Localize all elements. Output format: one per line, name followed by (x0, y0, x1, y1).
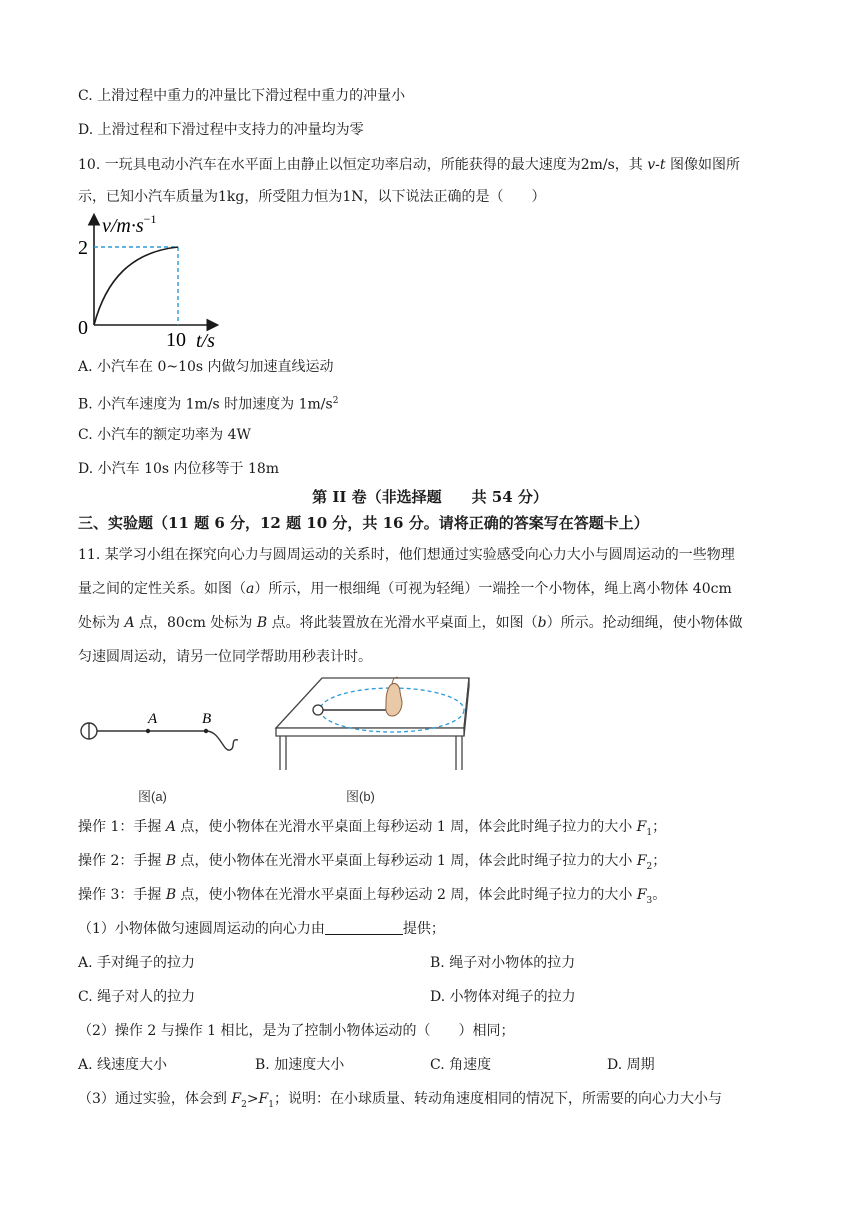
q10-option-c: C. 小汽车的额定功率为 4W (78, 427, 251, 443)
y-tick-label: 2 (78, 237, 88, 259)
q10-stem-line2: 示，已知小汽车质量为1kg，所受阻力恒为1N，以下说法正确的是（ ） (78, 189, 546, 205)
vt-curve (94, 247, 178, 325)
y-axis-label: $v/m\cdot s^{-1}$ (102, 212, 157, 237)
q11-stem-line1: 11. 某学习小组在探究向心力与圆周运动的关系时，他们想通过实验感受向心力大小与圆周运动的一些物理 (78, 547, 735, 563)
q11-stem-line2: 量之间的定性关系。如图（a）所示，用一根细绳（可视为轻绳）一端拴一个小物体，绳上离小物体 40cm (78, 581, 732, 597)
q10-option-b: B. 小汽车速度为 1m/s 时加速度为 $1m/s^2$ (78, 396, 339, 413)
q11-stem-line4: 匀速圆周运动，请另一位同学帮助用秒表计时。 (78, 649, 372, 665)
q11-subquestion-3: （3）通过实验，体会到 $F_2>F_1$；说明：在小球质量、转动角速度相同的情况下，所需要的向心力大小与 (78, 1091, 722, 1110)
q11-sub1-option-c: C. 绳子对人的拉力 (78, 989, 196, 1005)
section3-title: 三、实验题（11 题 6 分，12 题 10 分，共 16 分。请将正确的答案写在答题卡上） (78, 514, 649, 532)
figure-b-table (274, 672, 474, 772)
q11-subquestion-2: （2）操作 2 与操作 1 相比，是为了控制小物体运动的（ ）相同； (78, 1023, 515, 1039)
q9-option-c: C. 上滑过程中重力的冲量比下滑过程中重力的冲量小 (78, 88, 406, 104)
string (97, 731, 238, 750)
q10-stem-line1: 10. 一玩具电动小汽车在水平面上由静止以恒定功率启动，所能获得的最大速度为2m/s，其 v-t 图像如图所 (78, 157, 740, 173)
q11-operation-2: 操作 2：手握 B 点，使小物体在光滑水平桌面上每秒运动 1 周，体会此时绳子拉力的大小 $F_2$； (78, 853, 667, 872)
x-tick-label: 10 (166, 329, 186, 350)
q10-option-a: A. 小汽车在 0~10s 内做匀加速直线运动 (78, 359, 334, 375)
point-b-dot (204, 729, 208, 733)
origin-label: 0 (78, 317, 88, 339)
table-top (276, 678, 469, 728)
q11-operation-3: 操作 3：手握 B 点，使小物体在光滑水平桌面上每秒运动 2 周，体会此时绳子拉力的大小 $F_3$。 (78, 887, 667, 906)
point-a-label: A (148, 711, 158, 727)
q11-sub2-option-c: C. 角速度 (430, 1057, 492, 1073)
q11-sub2-option-a: A. 线速度大小 (78, 1057, 168, 1073)
q11-sub1-option-d: D. 小物体对绳子的拉力 (430, 989, 576, 1005)
q10-option-d: D. 小汽车 10s 内位移等于 18m (78, 461, 280, 477)
figure-b-caption: 图(b) (346, 789, 375, 804)
q11-subquestion-1: （1）小物体做匀速圆周运动的向心力由 提供； (78, 921, 445, 937)
q11-sub1-option-a: A. 手对绳子的拉力 (78, 955, 196, 971)
table-object (313, 705, 323, 715)
point-b-label: B (202, 711, 212, 727)
q10-vt-graph (76, 210, 226, 350)
q11-sub1-option-b: B. 绳子对小物体的拉力 (430, 955, 576, 971)
q11-stem-line3: 处标为 A 点，80cm 处标为 B 点。将此装置放在光滑水平桌面上，如图（b）所示。抡动细绳，使小物体做 (78, 615, 743, 631)
answer-blank[interactable] (325, 920, 403, 935)
figure-a-string (78, 700, 248, 770)
q11-operation-1: 操作 1：手握 A 点，使小物体在光滑水平桌面上每秒运动 1 周，体会此时绳子拉力的大小 $F_1$； (78, 819, 667, 838)
q11-sub2-option-d: D. 周期 (607, 1057, 655, 1073)
figure-a-caption: 图(a) (138, 789, 167, 804)
q9-option-d: D. 上滑过程和下滑过程中支持力的冲量均为零 (78, 122, 364, 138)
hand-icon (386, 683, 402, 716)
point-a-dot (146, 729, 150, 733)
part2-title: 第 II 卷（非选择题 共 54 分） (312, 488, 548, 506)
x-axis-label: t/s (196, 330, 215, 350)
q11-sub2-option-b: B. 加速度大小 (255, 1057, 345, 1073)
